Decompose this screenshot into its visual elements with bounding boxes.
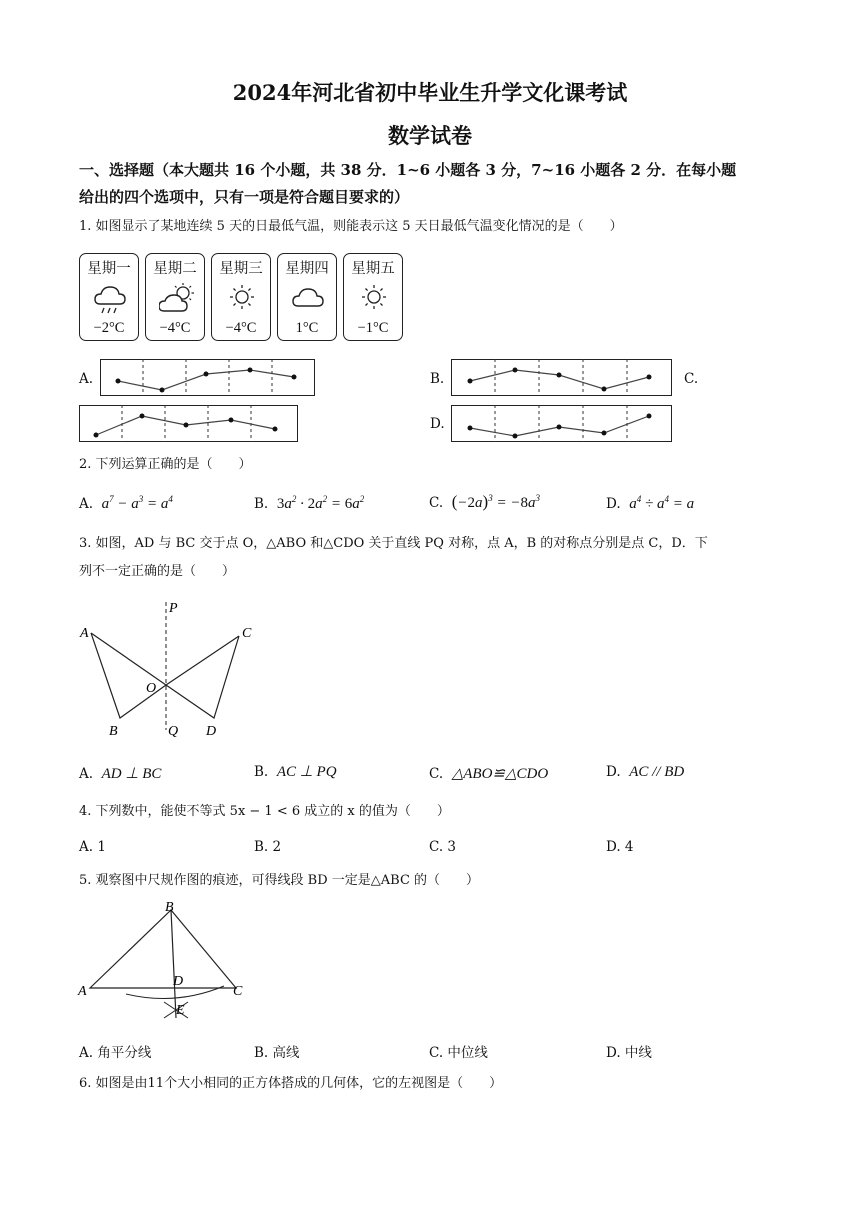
- point-d: D: [173, 974, 184, 989]
- q3-option-b: B. AC ⊥ PQ: [254, 764, 337, 780]
- q4-option-d: D. 4: [606, 839, 634, 855]
- section-heading: 一、选择题（本大题共 16 个小题，共 38 分．1~6 小题各 3 分，7~16 小题各 2 分．在每小题 给出的四个选项中，只有一项是符合题目要求的）: [79, 161, 737, 206]
- question-4-text: 4. 下列数中，能使不等式 5x − 1 < 6 成立的 x 的值为（ ）: [79, 804, 450, 819]
- weather-card-thu: 星期四 1°C: [277, 253, 337, 341]
- q1-option-a-label: A.: [79, 371, 94, 387]
- q5-option-b: B. 高线: [254, 1045, 300, 1061]
- weather-card-tue: 星期二 −4°C: [145, 253, 205, 341]
- q4-option-c: C. 3: [429, 839, 457, 855]
- q1-option-d-graph: [451, 405, 672, 442]
- q1-option-a-graph: [100, 359, 315, 396]
- q1-option-d-label: D.: [430, 416, 445, 432]
- q5-figure: [76, 898, 256, 1023]
- point-q: Q: [168, 724, 179, 739]
- question-5-text: 5. 观察图中尺规作图的痕迹，可得线段 BD 一定是△ABC 的（ ）: [79, 873, 480, 888]
- point-b: B: [165, 900, 174, 915]
- point-a: A: [80, 626, 89, 641]
- point-e: E: [176, 1003, 185, 1018]
- point-o: O: [146, 681, 157, 696]
- rain-cloud-icon: [93, 282, 127, 316]
- cloud-icon: [291, 282, 325, 316]
- question-1-text: 1. 如图显示了某地连续 5 天的日最低气温，则能表示这 5 天日最低气温变化情况的是（ ）: [79, 219, 623, 234]
- q1-option-b-graph: [451, 359, 672, 396]
- q5-option-d: D. 中线: [606, 1045, 652, 1061]
- q3-option-d: D. AC // BD: [606, 764, 685, 780]
- q4-option-b: B. 2: [254, 839, 282, 855]
- sun-icon: [357, 282, 391, 316]
- point-a: A: [78, 984, 87, 999]
- q1-option-b-label: B.: [430, 371, 445, 387]
- q4-option-a: A. 1: [79, 839, 106, 855]
- partly-cloudy-icon: [159, 282, 197, 316]
- point-b: B: [109, 724, 118, 739]
- sun-icon: [225, 282, 259, 316]
- q3-figure: [76, 600, 266, 745]
- weather-card-mon: 星期一 −2°C: [79, 253, 139, 341]
- question-3-text: 3. 如图，AD 与 BC 交于点 O，△ABO 和△CDO 关于直线 PQ 对称，点 A，B 的对称点分别是点 C，D．下 列不一定正确的是（ ）: [79, 536, 708, 579]
- point-c: C: [242, 626, 252, 641]
- page-subtitle: 数学试卷: [388, 123, 472, 148]
- weather-card-wed: 星期三 −4°C: [211, 253, 271, 341]
- q2-option-b: B. $3a^2 \cdot 2a^2 = 6a^2$: [254, 494, 365, 512]
- point-d: D: [206, 724, 217, 739]
- point-p: P: [169, 601, 178, 616]
- q2-option-c: C. $(-2a)^3 = -8a^3$: [429, 492, 540, 511]
- q2-option-a: A. $a^7 - a^3 = a^4$: [79, 494, 173, 512]
- q2-option-d: D. $a^4 \div a^4 = a$: [606, 494, 695, 512]
- point-c: C: [233, 984, 243, 999]
- q5-option-a: A. 角平分线: [79, 1045, 152, 1061]
- weather-card-fri: 星期五 −1°C: [343, 253, 403, 341]
- page-title: 2024年河北省初中毕业生升学文化课考试: [232, 80, 628, 105]
- q3-option-a: A. AD ⊥ BC: [79, 766, 162, 782]
- q3-option-c: C. △ABO≌△CDO: [429, 766, 549, 782]
- q1-option-c-label: C.: [684, 371, 699, 387]
- q1-option-c-graph: [79, 405, 298, 442]
- q5-option-c: C. 中位线: [429, 1045, 488, 1061]
- question-6-text: 6. 如图是由11个大小相同的正方体搭成的几何体，它的左视图是（ ）: [79, 1076, 503, 1091]
- question-2-text: 2. 下列运算正确的是（ ）: [79, 457, 252, 472]
